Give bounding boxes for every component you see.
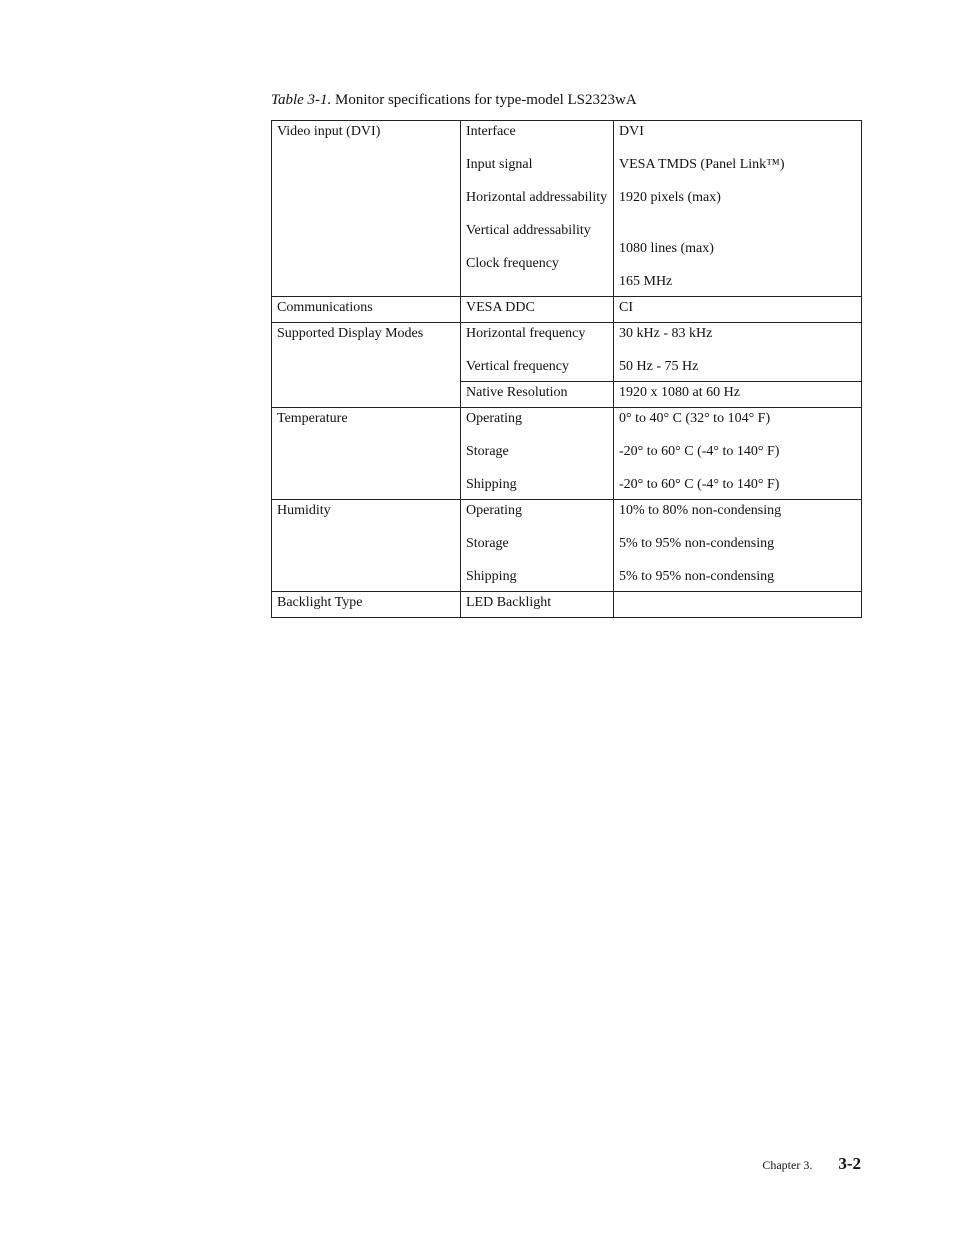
item-native-resolution: Native Resolution <box>466 385 568 400</box>
value-vertical-addressability: 1080 lines (max) <box>619 241 714 256</box>
table-caption <box>271 90 637 110</box>
category-backlight-type: Backlight Type <box>277 595 363 610</box>
item-led-backlight: LED Backlight <box>466 595 552 610</box>
value-backlight <box>619 594 856 612</box>
item-cell <box>461 121 614 297</box>
table-row <box>272 500 862 592</box>
item-clock-frequency: Clock frequency <box>466 256 559 271</box>
value-clock-frequency: 165 MHz <box>619 274 673 289</box>
item-vesa-ddc: VESA DDC <box>466 300 535 315</box>
value-humidity-shipping: 5% to 95% non-condensing <box>619 569 775 584</box>
value-horizontal-frequency: 30 kHz - 83 kHz <box>619 326 713 341</box>
item-vertical-frequency: Vertical frequency <box>466 359 569 374</box>
value-temperature-storage: -20° to 60° C (-4° to 140° F) <box>619 444 780 459</box>
value-cell <box>614 297 862 323</box>
table-row <box>272 121 862 297</box>
footer-chapter: Chapter 3. <box>762 1158 813 1172</box>
table-row <box>272 408 862 500</box>
value-vesa-ddc: CI <box>619 300 633 315</box>
category-cell <box>272 297 461 323</box>
item-horizontal-addressability: Horizontal addressability <box>466 190 608 205</box>
table-caption-text: Monitor specifications for type-model LS2323wA <box>331 92 637 108</box>
value-cell <box>614 408 862 500</box>
item-temperature-shipping: Shipping <box>466 477 517 492</box>
item-cell <box>461 592 614 618</box>
value-horizontal-addressability: 1920 pixels (max) <box>619 190 721 205</box>
item-cell <box>461 408 614 500</box>
item-input-signal: Input signal <box>466 157 533 172</box>
category-video-input: Video input (DVI) <box>277 124 381 139</box>
item-cell <box>461 382 614 408</box>
value-temperature-operating: 0° to 40° C (32° to 104° F) <box>619 411 771 426</box>
table-row <box>272 297 862 323</box>
category-cell <box>272 323 461 408</box>
item-cell <box>461 500 614 592</box>
category-communications: Communications <box>277 300 373 315</box>
item-horizontal-frequency: Horizontal frequency <box>466 326 586 341</box>
item-temperature-storage: Storage <box>466 444 509 459</box>
item-cell <box>461 323 614 382</box>
category-supported-display-modes: Supported Display Modes <box>277 326 424 341</box>
category-cell <box>272 408 461 500</box>
value-cell <box>614 500 862 592</box>
category-temperature: Temperature <box>277 411 348 426</box>
value-cell <box>614 323 862 382</box>
category-humidity: Humidity <box>277 503 331 518</box>
value-vertical-frequency: 50 Hz - 75 Hz <box>619 359 699 374</box>
item-vertical-addressability: Vertical addressability <box>466 223 591 238</box>
category-cell <box>272 592 461 618</box>
value-input-signal: VESA TMDS (Panel Link™) <box>619 157 785 172</box>
page-footer <box>0 1154 861 1174</box>
page-number: 3-2 <box>838 1154 861 1173</box>
item-temperature-operating: Operating <box>466 411 522 426</box>
value-cell <box>614 592 862 618</box>
value-cell <box>614 121 862 297</box>
value-cell <box>614 382 862 408</box>
item-humidity-storage: Storage <box>466 536 509 551</box>
specifications-table <box>271 120 862 618</box>
category-cell <box>272 121 461 297</box>
item-humidity-operating: Operating <box>466 503 522 518</box>
table-caption-label: Table 3-1. <box>271 92 332 108</box>
category-cell <box>272 500 461 592</box>
value-humidity-storage: 5% to 95% non-condensing <box>619 536 775 551</box>
value-humidity-operating: 10% to 80% non-condensing <box>619 503 782 518</box>
value-native-resolution: 1920 x 1080 at 60 Hz <box>619 385 740 400</box>
table-row <box>272 323 862 382</box>
item-interface: Interface <box>466 124 516 139</box>
value-interface: DVI <box>619 124 644 139</box>
table-row <box>272 592 862 618</box>
item-humidity-shipping: Shipping <box>466 569 517 584</box>
item-cell <box>461 297 614 323</box>
value-temperature-shipping: -20° to 60° C (-4° to 140° F) <box>619 477 780 492</box>
